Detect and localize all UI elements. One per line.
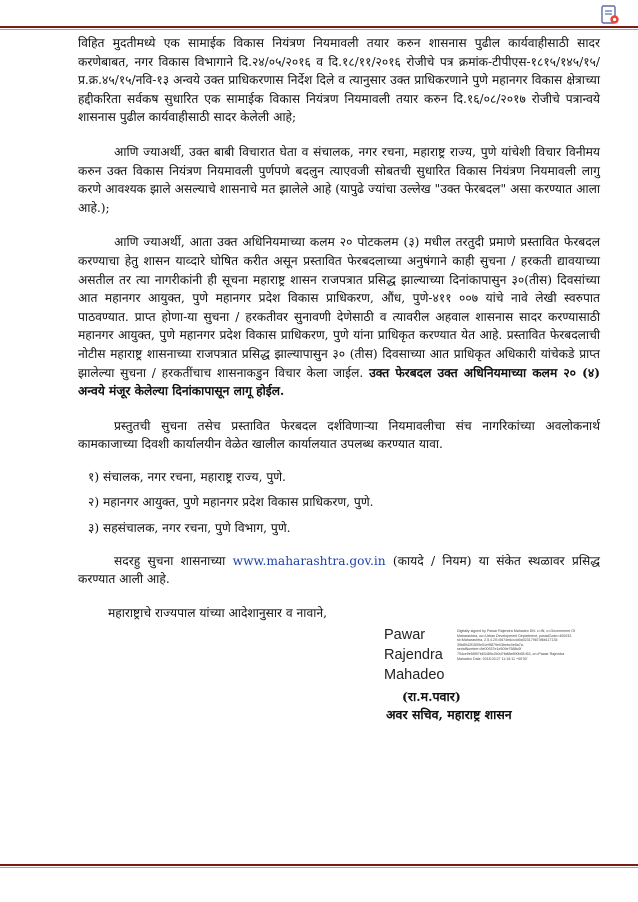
notice-body bbox=[78, 34, 600, 589]
signer-name bbox=[384, 625, 444, 685]
office-item: २) महानगर आयुक्त, पुणे महानगर प्रदेश विकास प्राधिकरण, पुणे. bbox=[88, 495, 374, 510]
signer-name-line: Mahadeo bbox=[384, 667, 445, 683]
office-item: ३) सहसंचालक, नगर रचना, पुणे विभाग, पुणे. bbox=[88, 521, 291, 536]
paragraph-3-text: आणि ज्याअर्थी, आता उक्त अधिनियमाच्या कलम २० पोटकलम (३) मधील तरतुदी प्रमाणे प्रस्तावित फेरबदल करण्याचा हेतु शासन याव्दारे घोषित करीत असून प्रस्तावित फेरबदलाच्या अनुषंगाने काही सुचना / हरकती द्यावयाच्या असतील तर त्या नागरीकांनी ही सूचना महाराष्ट्र शासन राजपत्रात प्रसिद्ध झाल्याच्या दिनांकापासुन ३०(तीस) दिवसांच्या आत महानगर आयुक्त, पुणे महानगर प्रदेश विकास प्राधिकरण, औंध, पुणे-४११ ००७ यांचे नावे लेखी स्वरुपात पाठवण्यात. प्राप्त होणा-या सुचना / हरकतीवर सुनावणी देणेसाठी व त्यावरील अहवाल शासनास सादर करण्यासाठी महानगर आयुक्त, पुणे महानगर प्रदेश विकास प्राधिकरण, पुणे यांना प्राधिकृत करण्यात येत आहे. प्रस्तावित फेरबदलाची नोटीस महाराष्ट्र शासनाच्या राजपत्रात प्रसिद्ध झाल्यापासुन ३० (तीस) दिवसाच्या आत प्राधिकृत अधिकारी यांचेकडे प्राप्त झालेल्या सुचना / हरकतींचाच शासनाकडुन विचार केला जाईल. bbox=[78, 235, 600, 380]
bottom-border-gold bbox=[0, 867, 638, 868]
governor-order-line: महाराष्ट्राचे राज्यपाल यांच्या आदेशानुसार व नावाने, bbox=[108, 606, 328, 620]
website-link[interactable]: www.maharashtra.gov.in bbox=[232, 553, 386, 568]
signer-name-line: Rajendra bbox=[384, 647, 443, 663]
paragraph-3 bbox=[78, 233, 600, 400]
publication-paragraph bbox=[78, 552, 600, 589]
paragraph-2: आणि ज्याअर्थी, उक्त बाबी विचारात घेता व संचालक, नगर रचना, महाराष्ट्र राज्य, पुणे यांचेशी विचार विनीमय करुन उक्त विकास नियंत्रण नियमावली पुर्णपणे बदलुन त्याएवजी सोबतची सुधारित विकास नियंत्रण नियमावली लागु करणे आवश्यक झाले असल्याचे शासनाचे मत झालेले आहे (यापुढे ज्यांचा उल्लेख "उक्त फेरबदल" असा करण्यात आला आहे.); bbox=[78, 144, 600, 215]
signer-name-line: Pawar bbox=[384, 627, 426, 643]
top-border-gold bbox=[0, 29, 638, 30]
publication-text-before: सदरहु सुचना शासनाच्या bbox=[114, 553, 226, 568]
paragraph-4: प्रस्तुतची सुचना तसेच प्रस्तावित फेरबदल दर्शविणाऱ्या नियमावलीचा संच नागरिकांच्या अवलोकनार्थ कामकाजाच्या दिवशी कार्यालयीन वेळेत खालील कार्यालयात उपलब्ध करण्यात यावा. bbox=[78, 418, 600, 452]
digital-signature-details: Digitally signed by Pawar Rajendra Mahadeo DN: c=IN, o=Government Of Maharashtra, ou=Urban Development Department, postalCode=400032, st=Maharashtra, 2.5.4.20=0674e6cc4d0a023179874f6b117135 39b8942f1509e51e9f879e03bebc0e5a7a, serialNumber=8e00937e1e509e7588c0f 794ce9e58f97b63489c2b0d7fb88e890b58 f63, cn=Pawar Rajendra Mahadeo Date: 2018.03.27 11:15:11 +05'30' bbox=[457, 629, 576, 661]
signatory-designation: अवर सचिव, महाराष्ट्र शासन bbox=[386, 707, 512, 722]
paragraph-3-bold: उक्त फेरबदल उक्त अधिनियमाच्या कलम २० (४) अन्वये मंजूर केलेल्या दिनांकापासून लागू होईल. bbox=[78, 365, 600, 399]
publication-text-after: (कायदे / नियम) या संकेत स्थळावर प्रसिद्ध करण्यात आली आहे. bbox=[78, 553, 601, 587]
office-list bbox=[78, 468, 600, 538]
top-border-dark bbox=[0, 26, 638, 28]
office-item: १) संचालक, नगर रचना, महाराष्ट्र राज्य, पुणे. bbox=[88, 469, 286, 484]
bottom-border-dark bbox=[0, 864, 638, 866]
signatory-initials: (रा.म.पवार) bbox=[402, 689, 461, 704]
document-gear-icon bbox=[599, 4, 621, 26]
paragraph-1: विहित मुदतीमध्ये एक सामाईक विकास नियंत्रण नियमावली तयार करुन शासनास पुढील कार्यवाहीसाठी सादर करणेबाबत, नगर विकास विभागाने दि.२४/०५/२०१६ व दि.१८/११/२०१६ रोजीचे पत्र क्रमांक-टीपीएस-१८१५/१४५/१५/प्र.क्र.४५/१५/नवि-१३ अन्वये उक्त प्राधिकरणास निर्देश दिले व त्यानुसार उक्त प्राधिकरणाने पुणे महानगर विकास क्षेत्राच्या हद्दीकरिता सर्वकष सुधारित एक सामाईक विकास नियंत्रण नियमावली तयार करुन दि.१६/०८/२०१७ रोजीचे पत्रान्वये शासनास पुढील कार्यवाहीसाठी सादर केलेली आहे; bbox=[78, 36, 600, 125]
